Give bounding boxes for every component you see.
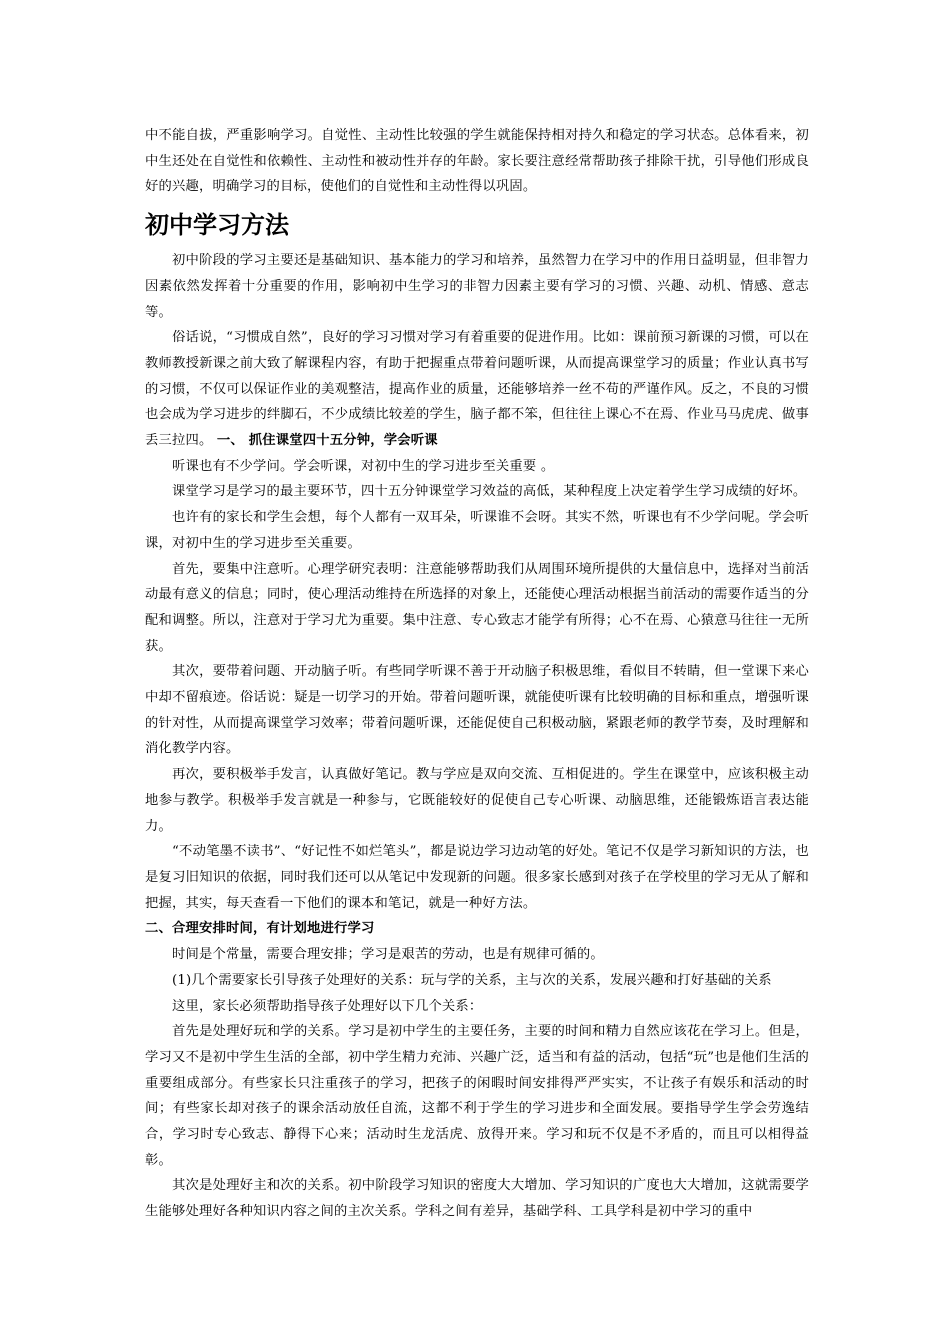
- paragraph-8: 再次，要积极举手发言，认真做好笔记。教与学应是双向交流、互相促进的。学生在课堂中，应该积极主动地参与教学。积极举手发言就是一种参与，它既能较好的促使自己专心听课、动脑思维，还能锻炼语言表达能力。: [145, 767, 809, 834]
- paragraph-9: “不动笔墨不读书”、“好记性不如烂笔头”，都是说边学习边动笔的好处。笔记不仅是学习新知识的方法，也是复习旧知识的依据，同时我们还可以从笔记中发现新的问题。很多家长感到对孩子在学校里的学习无从了解和把握，其实，每天查看一下他们的课本和笔记，就是一种好方法。: [145, 844, 809, 911]
- intro-paragraph: 中不能自拔，严重影响学习。自觉性、主动性比较强的学生就能保持相对持久和稳定的学习状态。总体看来，初中生还处在自觉性和依赖性、主动性和被动性并存的年龄。家长要注意经常帮助孩子排除干扰，引导他们形成良好的兴趣，明确学习的目标，使他们的自觉性和主动性得以巩固。: [145, 128, 809, 195]
- paragraph-6: 首先，要集中注意听。心理学研究表明：注意能够帮助我们从周围环境所提供的大量信息中，选择对当前活动最有意义的信息；同时，使心理活动维持在所选择的对象上，还能使心理活动根据当前活动的需要作适当的分配和调整。所以，注意对于学习尤为重要。集中注意、专心致志才能学有所得；心不在焉、心猿意马往往一无所获。: [145, 561, 809, 654]
- paragraph-1: 初中阶段的学习主要还是基础知识、基本能力的学习和培养，虽然智力在学习中的作用日益明显，但非智力因素依然发挥着十分重要的作用，影响初中生学习的非智力因素主要有学习的习惯、兴趣、动机、情感、意志等。: [145, 253, 809, 320]
- paragraph-14: 其次是处理好主和次的关系。初中阶段学习知识的密度大大增加、学习知识的广度也大大增加，这就需要学生能够处理好各种知识内容之间的主次关系。学科之间有差异，基础学科、工具学科是初中学习的重中: [145, 1178, 809, 1220]
- section-heading-2: 二、合理安排时间，有计划地进行学习: [145, 921, 375, 937]
- paragraph-5: 也许有的家长和学生会想，每个人都有一双耳朵，听课谁不会呀。其实不然，听课也有不少学问呢。学会听课，对初中生的学习进步至关重要。: [145, 510, 809, 551]
- paragraph-2: [145, 325, 809, 454]
- paragraph-2-text: 俗话说，“习惯成自然”，良好的学习习惯对学习有着重要的促进作用。比如：课前预习新课的习惯，可以在教师教授新课之前大致了解课程内容，有助于把握重点带着问题听课，从而提高课堂学习的质量；作业认真书写的习惯，不仅可以保证作业的美观整洁，提高作业的质量，还能够培养一丝不苟的严谨作风。反之，不良的习惯也会成为学习进步的绊脚石，不少成绩比较差的学生，脑子都不笨，但往往上课心不在焉、作业马马虎虎、做事丢三拉四。: [145, 330, 809, 449]
- paragraph-7: 其次，要带着问题、开动脑子听。有些同学听课不善于开动脑子积极思维，看似目不转睛，但一堂课下来心中却不留痕迹。俗话说：疑是一切学习的开始。带着问题听课，就能使听课有比较明确的目标和重点，增强听课的针对性，从而提高课堂学习效率；带着问题听课，还能促使自己积极动脑，紧跟老师的教学节奏，及时理解和消化教学内容。: [145, 664, 809, 757]
- paragraph-11: (1)几个需要家长引导孩子处理好的关系：玩与学的关系，主与次的关系，发展兴趣和打好基础的关系: [172, 972, 772, 988]
- document-body: [145, 123, 809, 1225]
- paragraph-12: 这里，家长必须帮助指导孩子处理好以下几个关系：: [172, 998, 483, 1014]
- paragraph-4: 课堂学习是学习的最主要环节，四十五分钟课堂学习效益的高低，某种程度上决定着学生学习成绩的好坏。: [172, 484, 807, 500]
- paragraph-3: 听课也有不少学问。学会听课，对初中生的学习进步至关重要 。: [172, 458, 555, 474]
- paragraph-10: 时间是个常量，需要合理安排；学习是艰苦的劳动，也是有规律可循的。: [172, 947, 604, 963]
- paragraph-13: 首先是处理好玩和学的关系。学习是初中学生的主要任务，主要的时间和精力自然应该花在学习上。但是，学习又不是初中学生生活的全部，初中学生精力充沛、兴趣广泛，适当和有益的活动，包括“玩”也是他们生活的重要组成部分。有些家长只注重孩子的学习，把孩子的闲暇时间安排得严严实实，不让孩子有娱乐和活动的时间；有些家长却对孩子的课余活动放任自流，这都不利于学生的学习进步和全面发展。要指导学生学会劳逸结合，学习时专心致志、静得下心来；活动时生龙活虎、放得开来。学习和玩不仅是不矛盾的，而且可以相得益彰。: [145, 1024, 809, 1168]
- page-title: 初中学习方法: [145, 211, 289, 240]
- section-heading-1: 一、 抓住课堂四十五分钟，学会听课: [216, 433, 438, 449]
